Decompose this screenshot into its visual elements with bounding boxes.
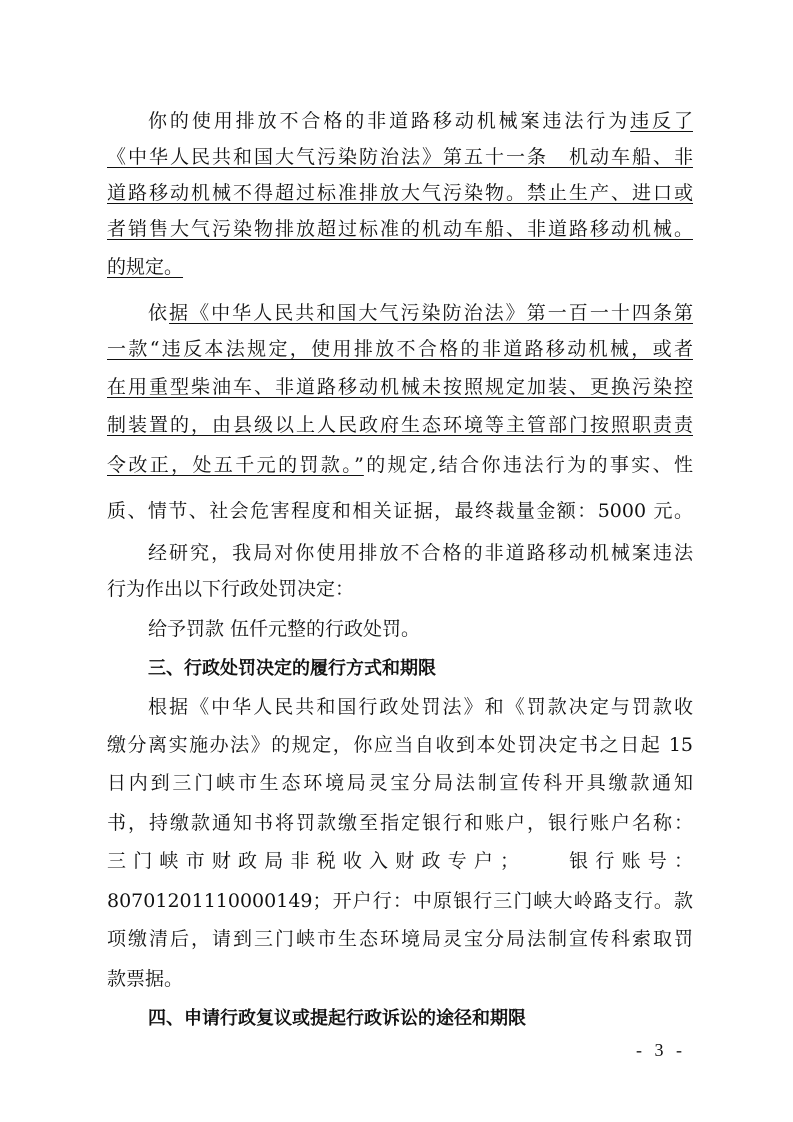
para1-line5: 的规定。: [107, 256, 184, 278]
para1-line3: 道路移动机械不得超过标准排放大气污染物。禁止生产、进口或: [107, 182, 693, 204]
para1-line4: 者销售大气污染物排放超过标准的机动车船、非道路移动机械。: [107, 218, 693, 240]
para1-line1-text: 你的使用排放不合格的非道路移动机械案违法行为: [148, 110, 631, 132]
para5-line3: 日内到三门峡市生态环境局灵宝分局法制宣传科开具缴款通知: [107, 772, 693, 794]
para2-line1: [148, 298, 693, 328]
para2-line3: 在用重型柴油车、非道路移动机械未按照规定加装、更换污染控: [107, 376, 693, 398]
para1-line1-underlined: 违反了: [630, 110, 693, 132]
para5-line7: 项缴清后，请到三门峡市生态环境局灵宝分局法制宣传科索取罚: [107, 928, 693, 950]
para5-line8: 款票据。: [107, 968, 184, 990]
para5-line1: 根据《中华人民共和国行政处罚法》和《罚款决定与罚款收: [148, 696, 693, 718]
para2-line5-text: 的规定,结合你违法行为的事实、性: [363, 454, 694, 476]
para3-line1: 经研究，我局对你使用排放不合格的非道路移动机械案违法: [148, 542, 693, 564]
para3-line2: 行为作出以下行政处罚决定：: [107, 578, 355, 600]
section-heading-4: 四、申请行政复议或提起行政诉讼的途径和期限: [148, 1008, 526, 1029]
para2-line5-underlined: 令改正，处五千元的罚款。”: [107, 454, 364, 476]
para2-line1-underlined: 据《中华人民共和国大气污染防治法》第一百一十四条第: [169, 302, 693, 324]
para2-line2: 一款“违反本法规定，使用排放不合格的非道路移动机械，或者: [107, 338, 693, 360]
para5-line5: 三门峡市财政局非税收入财政专户； 银行账号：: [107, 850, 693, 872]
para5-line4: 书，持缴款通知书将罚款缴至指定银行和账户，银行账户名称：: [107, 812, 693, 834]
para2-line5: [107, 450, 693, 480]
para4-line1: 给予罚款 伍仟元整的行政处罚。: [148, 618, 421, 640]
para2-line4: 制装置的，由县级以上人民政府生态环境等主管部门按照职责责: [107, 414, 693, 436]
page-number: - 3 -: [636, 1040, 686, 1060]
para2-line6: 质、情节、社会危害程度和相关证据，最终裁量金额：5000 元。: [107, 500, 693, 522]
para1-line1: [148, 106, 693, 136]
para5-line6: 80701201110000149；开户行：中原银行三门峡大岭路支行。款: [107, 890, 693, 912]
para5-line2: 缴分离实施办法》的规定，你应当自收到本处罚决定书之日起 15: [107, 734, 693, 756]
para2-line1-text: 依: [148, 302, 170, 324]
section-heading-3: 三、行政处罚决定的履行方式和期限: [148, 658, 436, 679]
para1-line2: 《中华人民共和国大气污染防治法》第五十一条 机动车船、非: [107, 146, 693, 168]
